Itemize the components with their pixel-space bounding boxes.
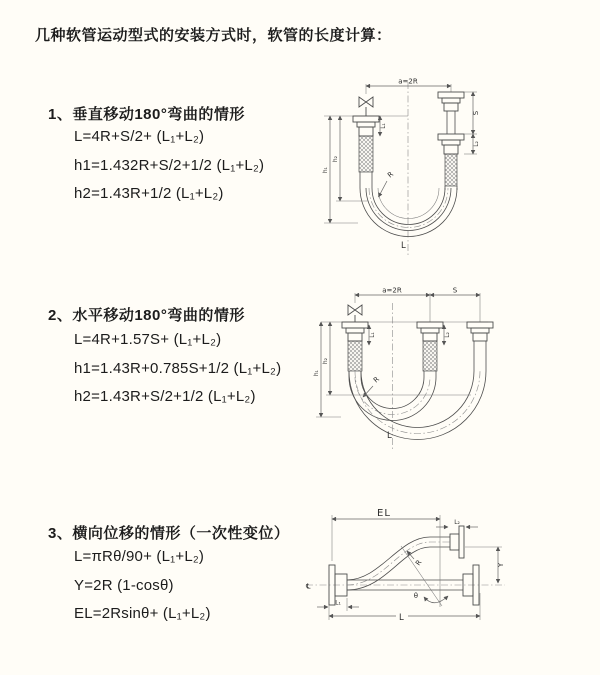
radius-callout (363, 375, 381, 397)
middle-fitting (417, 322, 443, 377)
braided-hose (445, 154, 457, 186)
formula-l: L=4R+S/2+ (L₁+L₂) (74, 128, 205, 145)
section-2-heading: 2、水平移动180°弯曲的情形 (48, 307, 245, 324)
section-1-formulas (74, 123, 264, 209)
dimension-el (332, 508, 440, 607)
dimension-l2 (444, 325, 451, 345)
braided-hose (423, 341, 437, 371)
l2-label: L₂ (445, 332, 451, 338)
formula-h1: h1=1.43R+0.785S+1/2 (L₁+L₂) (74, 359, 282, 377)
centerline-symbol: ℄ (306, 582, 311, 591)
h2-label: h₂ (333, 156, 339, 162)
s-label: S (452, 286, 458, 295)
dimension-s (430, 287, 480, 296)
section-3-formulas (74, 543, 211, 629)
l-label: L (399, 613, 404, 623)
dimension-l2 (464, 134, 480, 154)
diagram-lateral-displacement (300, 503, 515, 640)
braided-hose (348, 341, 362, 371)
valve-icon (359, 97, 373, 116)
radius-callout (401, 546, 442, 606)
section-2-formulas (74, 326, 281, 412)
u-bend-hose (349, 371, 486, 440)
section-3-heading: 3、横向位移的情形（一次性变位） (48, 525, 290, 542)
dimension-l (329, 593, 480, 623)
l1-label: L₁ (381, 123, 387, 129)
dimension-h1 (314, 322, 341, 417)
l1-label: L₁ (370, 332, 376, 338)
formula-l: L=πRθ/90+ (L₁+L₂) (74, 548, 205, 565)
dimension-span (366, 78, 451, 95)
formula-h1: h1=1.432R+S/2+1/2 (L₁+L₂) (74, 156, 265, 174)
dimension-l1 (380, 116, 387, 136)
r-label: R (386, 170, 396, 180)
r-label: R (371, 375, 381, 385)
h1-label: h₁ (323, 167, 329, 173)
formula-y: Y=2R (1-cosθ) (74, 576, 174, 594)
hose-displaced-position (347, 537, 450, 590)
valve-icon (348, 305, 362, 322)
right-flange-displaced (450, 526, 464, 558)
dimension-h1 (323, 116, 358, 223)
u-bend-hose (360, 188, 457, 236)
dimension-l1 (317, 598, 359, 611)
section-1-heading: 1、垂直移动180°弯曲的情形 (48, 106, 245, 123)
l-label: L (401, 241, 406, 251)
formula-h2: h2=1.43R+S/2+1/2 (L₁+L₂) (74, 388, 256, 405)
dimension-l1 (369, 325, 376, 345)
span-label: a=2R (382, 286, 402, 295)
s-label: S (472, 110, 480, 116)
dimension-span (355, 287, 480, 323)
left-fitting (353, 116, 379, 188)
dimension-s (464, 92, 480, 134)
left-fitting (342, 322, 368, 377)
dimension-l2 (436, 520, 478, 527)
y-label: Y (497, 562, 505, 568)
dimension-y (465, 547, 505, 583)
diagram-horizontal-180 (311, 283, 556, 455)
right-fitting-moved (467, 322, 493, 371)
page-title: 几种软管运动型式的安装方式时，软管的长度计算： (35, 27, 392, 44)
l2-label: L₂ (454, 520, 460, 526)
theta-label: θ (413, 592, 418, 600)
h1-label: h₁ (314, 370, 320, 376)
angle-theta (414, 592, 448, 603)
l2-label: L₂ (474, 141, 480, 147)
braided-hose (359, 136, 373, 172)
l-label: L (387, 431, 392, 441)
span-label: a=2R (398, 77, 418, 86)
formula-el: EL=2Rsinθ+ (L₁+L₂) (74, 605, 211, 622)
diagram-vertical-180 (310, 74, 545, 266)
formula-h2: h2=1.43R+1/2 (L₁+L₂) (74, 185, 224, 202)
l1-label: L₁ (335, 600, 341, 607)
el-label: EL (377, 508, 391, 519)
right-fitting-upper (438, 92, 464, 134)
r-label: R (414, 558, 424, 568)
h2-label: h₂ (323, 358, 329, 364)
right-fitting-lower (438, 134, 464, 190)
formula-l: L=4R+1.57S+ (L₁+L₂) (74, 331, 222, 348)
radius-callout (379, 170, 396, 197)
